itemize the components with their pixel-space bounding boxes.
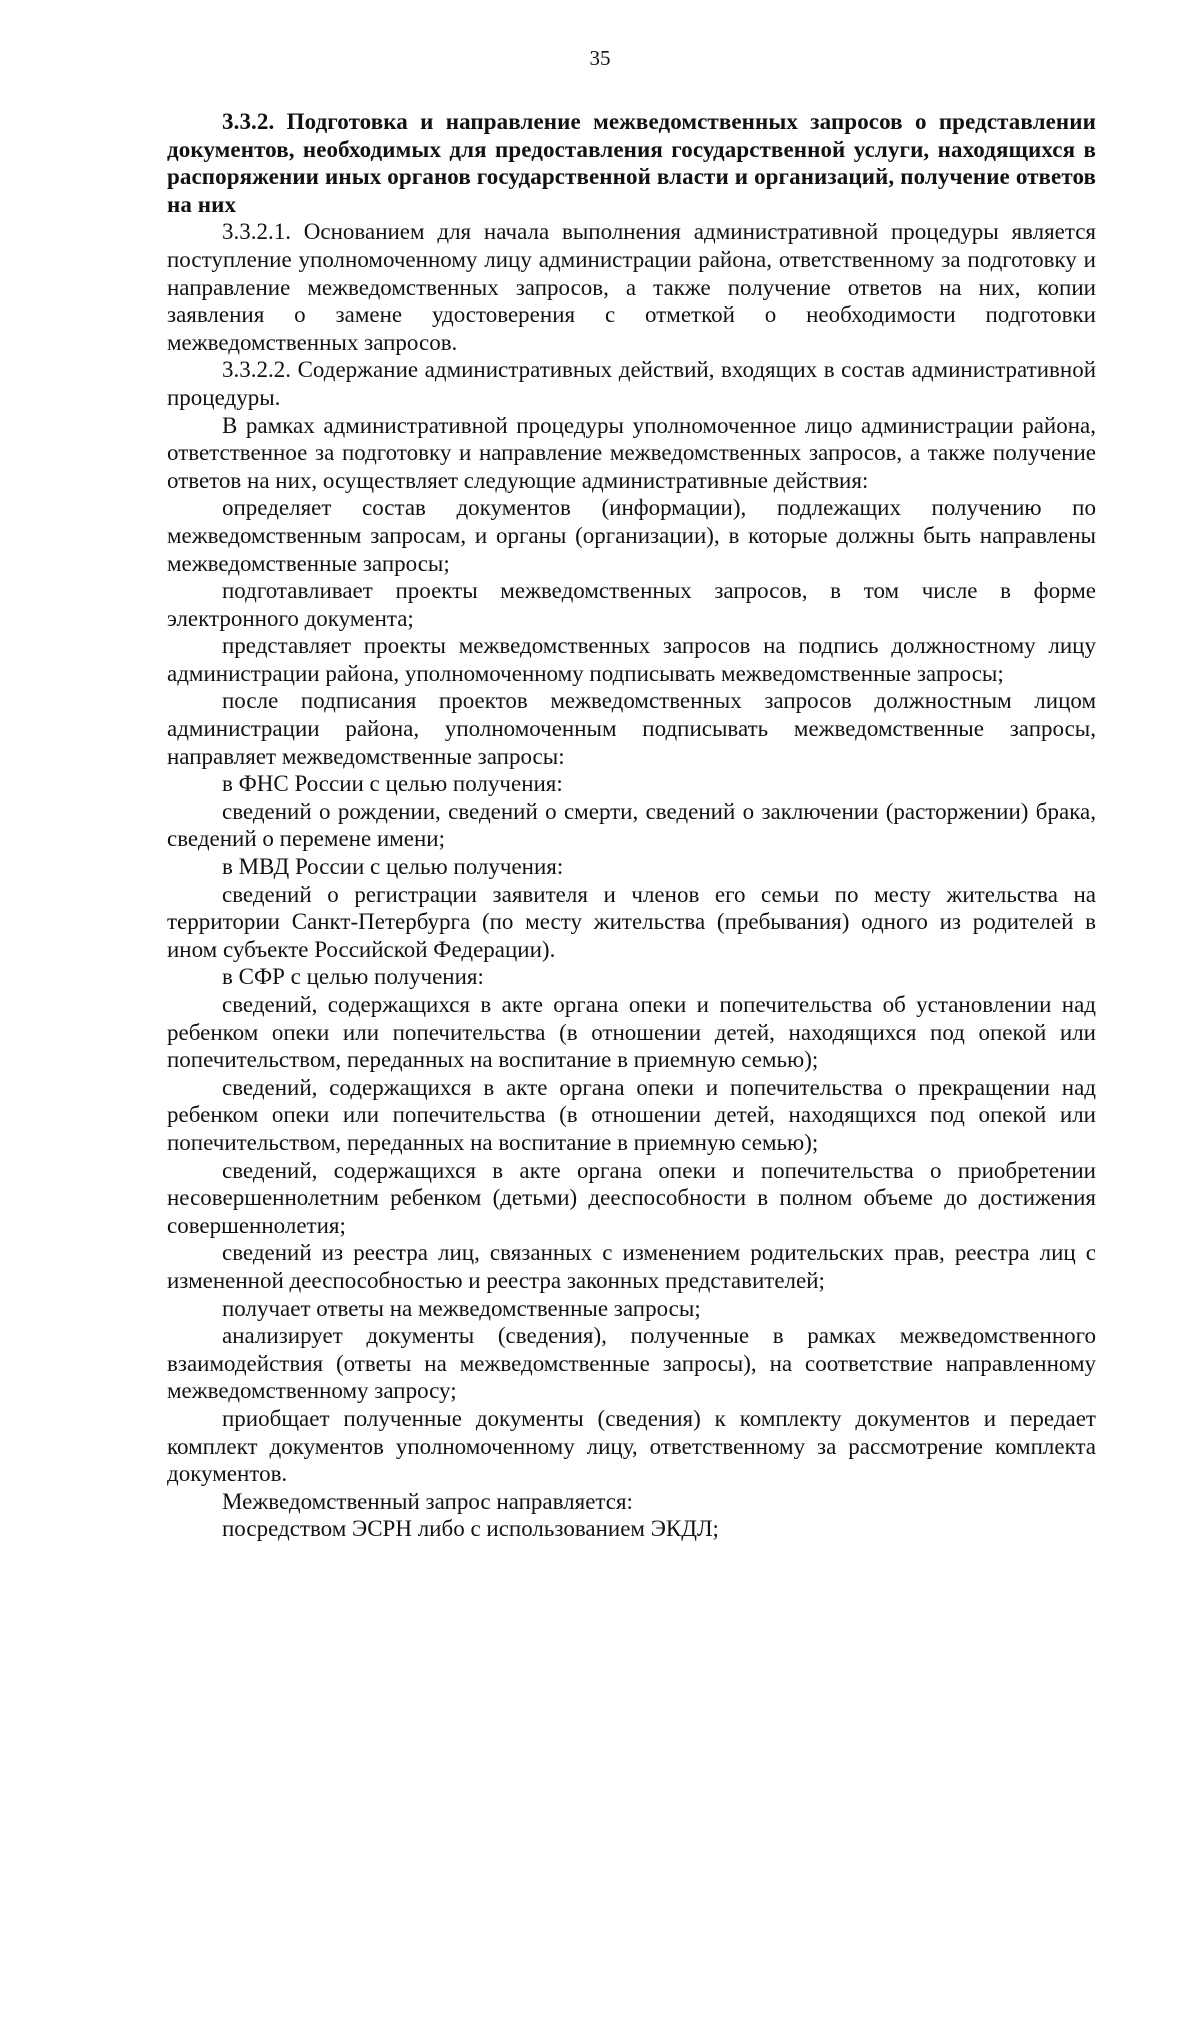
paragraph: подготавливает проекты межведомственных запросов, в том числе в форме электронного документа; — [167, 578, 1096, 631]
paragraph: сведений о регистрации заявителя и членов его семьи по месту жительства на территории Санкт-Петербурга (по месту жительства (пребывания) одного из родителей в ином субъекте Российской Федерации). — [167, 881, 1096, 962]
paragraph: представляет проекты межведомственных запросов на подпись должностному лицу администрации района, уполномоченному подписывать межведомственные запросы; — [167, 633, 1096, 686]
paragraph: 3.3.2.2. Содержание административных действий, входящих в состав административной процедуры. — [167, 357, 1096, 410]
paragraph: в ФНС России с целью получения: — [222, 771, 563, 797]
paragraph: 3.3.2.1. Основанием для начала выполнения административной процедуры является поступление уполномоченному лицу администрации района, ответственному за подготовку и направление межведомственных запросов, а также получение ответов на них, копии заявления о замене удостоверения с отметкой о необходимости подготовки межведомственных запросов. — [167, 219, 1096, 355]
paragraph: анализирует документы (сведения), полученные в рамках межведомственного взаимодействия (ответы на межведомственные запросы), на соответствие направленному межведомственному запросу; — [167, 1323, 1096, 1404]
paragraph: В рамках административной процедуры уполномоченное лицо администрации района, ответственное за подготовку и направление межведомственных запросов, а также получение ответов на них, осуществляет следующие административные действия: — [167, 412, 1096, 493]
paragraph: сведений, содержащихся в акте органа опеки и попечительства о прекращении над ребенком опеки или попечительства (в отношении детей, находящихся под опекой или попечительством, переданных на воспитание в приемную семью); — [167, 1074, 1096, 1155]
paragraph: Межведомственный запрос направляется: — [222, 1488, 633, 1514]
paragraph: сведений, содержащихся в акте органа опеки и попечительства о приобретении несовершеннолетним ребенком (детьми) дееспособности в полном объеме до достижения совершеннолетия; — [167, 1157, 1096, 1238]
paragraph: сведений из реестра лиц, связанных с изменением родительских прав, реестра лиц с измененной дееспособностью и реестра законных представителей; — [167, 1240, 1096, 1293]
paragraph: сведений, содержащихся в акте органа опеки и попечительства об установлении над ребенком опеки или попечительства (в отношении детей, находящихся под опекой или попечительством, переданных на воспитание в приемную семью); — [167, 992, 1096, 1073]
paragraph: приобщает полученные документы (сведения) к комплекту документов и передает комплект документов уполномоченному лицу, ответственному за рассмотрение комплекта документов. — [167, 1405, 1096, 1487]
section-heading: 3.3.2. Подготовка и направление межведомственных запросов о представлении документов, необходимых для предоставления государственной услуги, находящихся в распоряжении иных органов государственной власти и организаций, получение ответов на них — [167, 109, 1096, 217]
paragraph: в МВД России с целью получения: — [222, 854, 564, 880]
paragraph: посредством ЭСРН либо с использованием ЭКДЛ; — [222, 1516, 719, 1542]
paragraph: после подписания проектов межведомственных запросов должностным лицом администрации района, уполномоченным подписывать межведомственные запросы, направляет межведомственные запросы: — [167, 688, 1096, 769]
page-number: 35 — [589, 46, 611, 70]
paragraph: в СФР с целью получения: — [222, 964, 484, 990]
paragraph: определяет состав документов (информации), подлежащих получению по межведомственным запросам, и органы (организации), в которые должны быть направлены межведомственные запросы; — [167, 495, 1096, 576]
document-body — [167, 108, 1096, 1543]
paragraph: сведений о рождении, сведений о смерти, сведений о заключении (расторжении) брака, сведений о перемене имени; — [167, 798, 1096, 852]
paragraph: получает ответы на межведомственные запросы; — [222, 1295, 701, 1321]
